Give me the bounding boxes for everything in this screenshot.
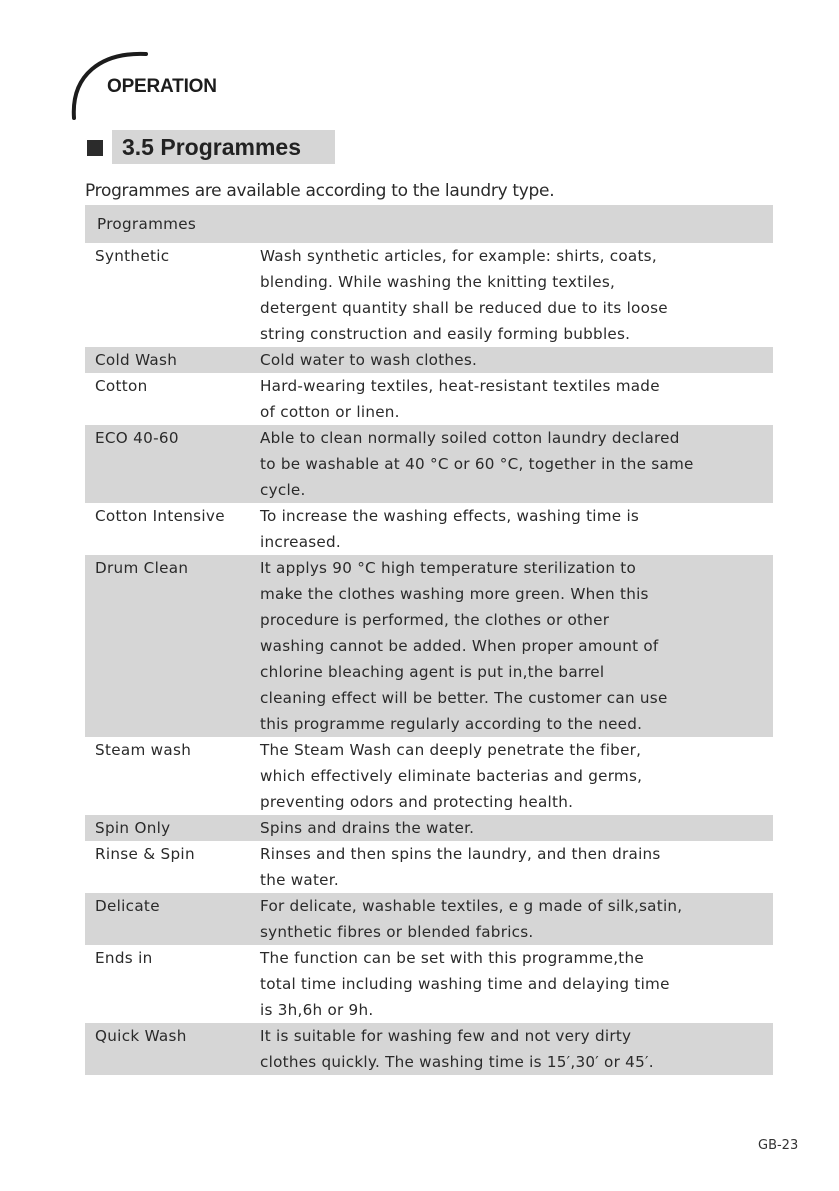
programme-description <box>250 945 773 1023</box>
description-line: is 3h,6h or 9h. <box>260 1001 374 1019</box>
description-line: which effectively eliminate bacterias and germs, <box>260 767 643 785</box>
programme-name: Synthetic <box>95 247 170 265</box>
description-line: For delicate, washable textiles, e g made of silk,satin, <box>260 897 683 915</box>
programme-description <box>250 1023 773 1075</box>
heading-bullet-square <box>87 140 103 156</box>
table-body <box>85 243 773 1075</box>
description-line: It is suitable for washing few and not very dirty <box>260 1027 632 1045</box>
table-row <box>85 503 773 555</box>
table-header-label: Programmes <box>97 215 197 233</box>
description-line: increased. <box>260 533 341 551</box>
programme-description <box>250 737 773 815</box>
section-label: OPERATION <box>107 76 217 97</box>
programme-name: Steam wash <box>95 741 192 759</box>
description-line: total time including washing time and delaying time <box>260 975 670 993</box>
programme-name: Drum Clean <box>95 559 189 577</box>
programme-description <box>250 841 773 893</box>
programme-name: Rinse & Spin <box>95 845 195 863</box>
description-line: of cotton or linen. <box>260 403 400 421</box>
table-row <box>85 893 773 945</box>
programme-name: Cotton Intensive <box>95 507 225 525</box>
programme-name: Quick Wash <box>95 1027 187 1045</box>
table-row <box>85 1023 773 1075</box>
table-row <box>85 555 773 737</box>
page-title: 3.5 Programmes <box>122 134 301 160</box>
table-row <box>85 243 773 347</box>
description-line: Hard-wearing textiles, heat-resistant textiles made <box>260 377 660 395</box>
description-line: The function can be set with this programme,the <box>260 949 644 967</box>
description-line: blending. While washing the knitting textiles, <box>260 273 616 291</box>
programme-description <box>250 503 773 555</box>
programme-description <box>250 243 773 347</box>
description-line: this programme regularly according to the need. <box>260 715 643 733</box>
table-row <box>85 945 773 1023</box>
programme-name: Spin Only <box>95 819 171 837</box>
description-line: To increase the washing effects, washing time is <box>260 507 640 525</box>
programme-name: ECO 40-60 <box>95 429 179 447</box>
description-line: It applys 90 °C high temperature sterilization to <box>260 559 637 577</box>
programme-description <box>250 347 773 373</box>
description-line: Wash synthetic articles, for example: shirts, coats, <box>260 247 657 265</box>
description-line: Able to clean normally soiled cotton laundry declared <box>260 429 680 447</box>
description-line: to be washable at 40 °C or 60 °C, together in the same <box>260 455 694 473</box>
intro-text: Programmes are available according to the laundry type. <box>85 181 555 201</box>
description-line: Cold water to wash clothes. <box>260 351 478 369</box>
description-line: The Steam Wash can deeply penetrate the fiber, <box>260 741 642 759</box>
description-line: Rinses and then spins the laundry, and then drains <box>260 845 661 863</box>
table-row <box>85 425 773 503</box>
description-line: make the clothes washing more green. When this <box>260 585 649 603</box>
table-row <box>85 347 773 373</box>
programmes-table <box>85 205 773 1075</box>
programme-description <box>250 425 773 503</box>
table-row <box>85 841 773 893</box>
table-row <box>85 815 773 841</box>
programme-description <box>250 815 773 841</box>
programme-name: Cold Wash <box>95 351 178 369</box>
page-number: GB-23 <box>758 1138 799 1153</box>
description-line: Spins and drains the water. <box>260 819 475 837</box>
description-line: detergent quantity shall be reduced due to its loose <box>260 299 668 317</box>
description-line: the water. <box>260 871 339 889</box>
description-line: string construction and easily forming bubbles. <box>260 325 631 343</box>
description-line: chlorine bleaching agent is put in,the barrel <box>260 663 605 681</box>
description-line: washing cannot be added. When proper amount of <box>260 637 659 655</box>
programme-description <box>250 555 773 737</box>
programme-name: Cotton <box>95 377 148 395</box>
table-row <box>85 373 773 425</box>
description-line: cleaning effect will be better. The customer can use <box>260 689 668 707</box>
programme-name: Delicate <box>95 897 160 915</box>
programme-name: Ends in <box>95 949 153 967</box>
description-line: clothes quickly. The washing time is 15′,30′ or 45′. <box>260 1053 654 1071</box>
description-line: preventing odors and protecting health. <box>260 793 574 811</box>
description-line: procedure is performed, the clothes or other <box>260 611 610 629</box>
programme-description <box>250 893 773 945</box>
description-line: cycle. <box>260 481 306 499</box>
table-row <box>85 737 773 815</box>
programme-description <box>250 373 773 425</box>
table-header-row <box>85 205 773 243</box>
description-line: synthetic fibres or blended fabrics. <box>260 923 534 941</box>
